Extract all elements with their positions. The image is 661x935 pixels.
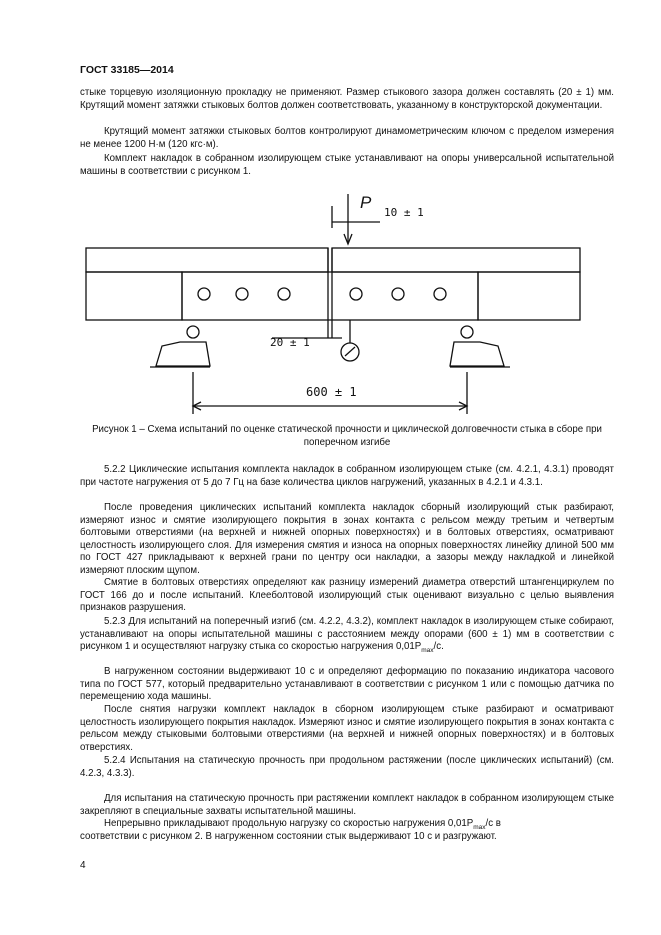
paragraph-5-2-4: 5.2.4 Испытания на статическую прочность при продольном растяжении (после циклических испытаний) (см. 4.2.3, 4.3.3). <box>80 755 614 779</box>
document-header: ГОСТ 33185—2014 <box>80 64 174 76</box>
right-support <box>450 342 504 366</box>
bolt-hole <box>392 288 404 300</box>
left-support <box>156 342 210 366</box>
paragraph-5: Смятие в болтовых отверстиях определяют как разницу измерений диаметра отверстий штангенциркулем по ГОСТ 166 до и после испытаний. Клееболтовой изолирующий стык оценивают визуально с целью выявления признаков разрушения. <box>80 577 614 613</box>
left-roller <box>187 326 199 338</box>
paragraph-3: Комплект накладок в собранном изолирующем стыке устанавливают на опоры универсальной испытательной машины в соответствии с рисунком 1. <box>80 153 614 177</box>
paragraph-4: После проведения циклических испытаний комплекта накладок сборный изолирующий стык разбирают, измеряют износ и смятие изолирующего покрытия в зонах контакта с рельсом между третьим и четвертым болтовыми отверстиями (на верхней и нижней опорных поверхностях) и в болтовых отверстиях, осматривают целостность изолирующего слоя. Для измерения смятия и износа на опорных поверхностях линейку длиной 500 мм по ГОСТ 427 прикладывают к верхней грани по центру оси накладки, а зазоры между накладкой и линейкой измеряют плоским щупом. <box>80 502 614 576</box>
paragraph-5-2-3: 5.2.3 Для испытаний на поперечный изгиб (см. 4.2.2, 4.3.2), комплект накладок в изолирующем стыке собирают, устанавливают на опоры испытательной машины с расстоянием между опорами (600 ± 1) мм в соответствии с рисунком 1 и осуществляют нагрузку стыка со скоростью нагружения $0,01P_{max}/с$. <box>80 616 614 654</box>
paragraph-5-2-2: 5.2.2 Циклические испытания комплекта накладок в собранном изолирующем стыке (см. 4.2.1, 4.3.1) проводят при частоте нагружения от 5 до 7 Гц на базе количества циклов нагружений, указанных в 4.2.1 и 4.3.1. <box>80 464 614 488</box>
figure-caption: Рисунок 1 – Схема испытаний по оценке статической прочности и циклической долговечности стыка в сборе при поперечном изгибе <box>92 424 602 448</box>
left-rail <box>86 248 328 272</box>
bolt-hole <box>198 288 210 300</box>
paragraph-2: Крутящий момент затяжки стыковых болтов контролируют динамометрическим ключом с пределом измерения не менее 1200 Н·м (120 кгс·м). <box>80 126 614 150</box>
page-number: 4 <box>80 860 86 871</box>
joint-bar <box>182 272 478 320</box>
paragraph-1: стыке торцевую изоляционную прокладку не применяют. Размер стыкового зазора должен составлять (20 ± 1) мм. Крутящий момент затяжки стыковых болтов должен соответствовать, указанному в конструкторской документации. <box>80 87 614 111</box>
span-dimension-label: 600 ± 1 <box>306 385 357 399</box>
paragraph-9: Непрерывно прикладывают продольную нагрузку со скоростью нагружения $0,01P_{max}/с$ в соответствии с рисунком 2. В нагруженном состоянии стык выдерживают 10 с и разгружают. <box>80 818 501 842</box>
right-rail-foot <box>478 272 580 320</box>
paragraph-8: Для испытания на статическую прочность при растяжении комплект накладок в собранном изолирующем стыке закрепляют в специальные захваты испытательной машины. <box>80 793 614 817</box>
bolt-hole <box>350 288 362 300</box>
paragraph-7: После снятия нагрузки комплект накладок в сборном изолирующем стыке разбирают и осматривают целостность изолирующего покрытия накладок. Измеряют износ и смятие изолирующего покрытия в зонах контакта с рельсом между стыковыми болтовыми отверстиями (на верхней и нижней опорных поверхностях) и в болтовых отверстиях. <box>80 704 614 753</box>
test-scheme-figure <box>80 186 590 422</box>
paragraph-6: В нагруженном состоянии выдерживают 10 с и определяют деформацию по показанию индикатора часового типа по ГОСТ 577, который предварительно устанавливают в соответствии с рисунком 1 или с помощью датчика по перемещению хода машины. <box>80 666 614 702</box>
bolt-hole <box>236 288 248 300</box>
right-roller <box>461 326 473 338</box>
gap-dimension-label: 20 ± 1 <box>270 336 310 349</box>
left-rail-foot <box>86 272 182 320</box>
right-rail <box>332 248 580 272</box>
top-dimension-label: 10 ± 1 <box>384 206 424 219</box>
bolt-hole <box>278 288 290 300</box>
load-label: P <box>360 193 372 212</box>
bolt-hole <box>434 288 446 300</box>
